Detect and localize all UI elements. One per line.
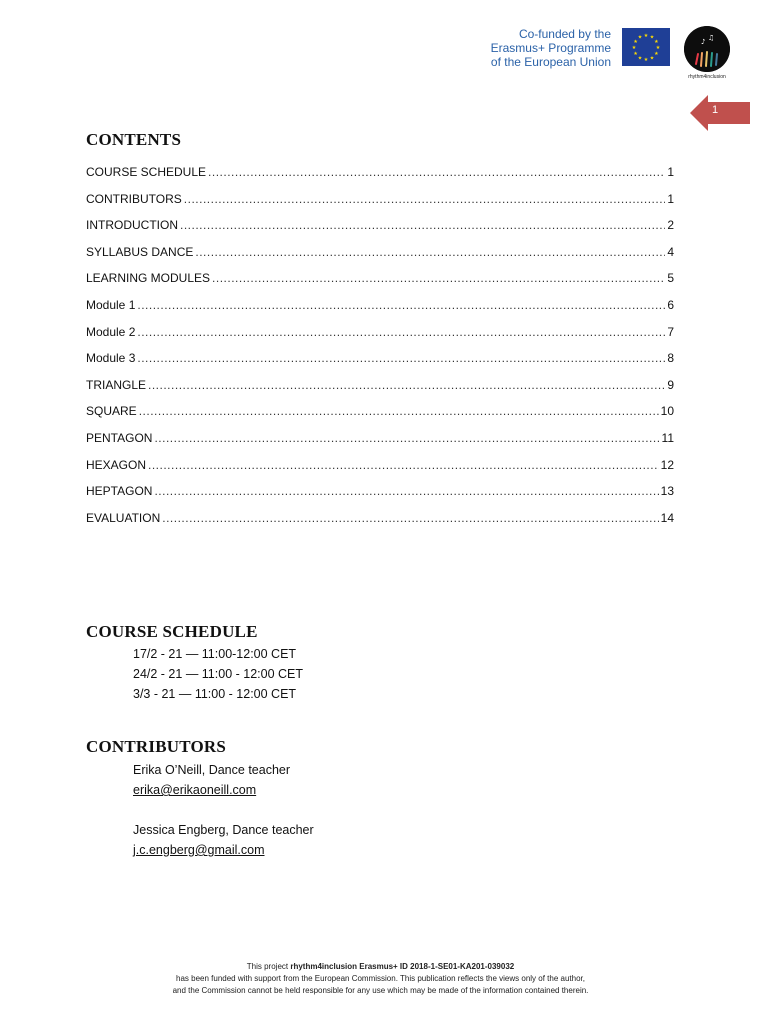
toc-dot-leader [184, 192, 666, 206]
toc-dot-leader [137, 325, 665, 339]
toc-entry-title: SQUARE [86, 404, 137, 419]
toc-entry-page: 10 [660, 404, 674, 419]
course-schedule-heading: COURSE SCHEDULE [86, 622, 258, 641]
svg-text:★: ★ [643, 57, 649, 63]
toc-entry-title: EVALUATION [86, 510, 161, 525]
toc-entry-title: PENTAGON [86, 430, 153, 445]
toc-dot-leader [148, 378, 665, 392]
toc-dot-leader [208, 165, 665, 179]
toc-entry-page: 9 [667, 377, 674, 392]
contributors-heading: CONTRIBUTORS [86, 737, 227, 756]
contributor-email-link[interactable]: erika@erikaoneill.com [133, 783, 257, 797]
footer-line-2: has been funded with support from the European Commission. This publication reflects the views only of the author, [176, 974, 585, 983]
toc-entry[interactable] [86, 165, 674, 192]
toc-entry[interactable] [86, 458, 674, 485]
toc-dot-leader [137, 351, 665, 365]
schedule-list [133, 644, 303, 704]
footer-prefix: This project [246, 962, 291, 971]
toc-entry-page: 14 [660, 510, 674, 525]
toc-entry-page: 8 [667, 351, 674, 366]
toc-entry-page: 11 [661, 430, 674, 445]
toc-entry-title: Module 1 [86, 297, 136, 312]
toc-entry-title: Module 3 [86, 351, 136, 366]
toc-dot-leader [148, 458, 659, 472]
svg-text:★: ★ [633, 39, 638, 45]
svg-text:♫: ♫ [708, 34, 715, 42]
toc-dot-leader [154, 431, 659, 445]
toc-entry-page: 13 [660, 484, 674, 499]
table-of-contents [86, 165, 674, 537]
toc-entry-page: 12 [660, 457, 674, 472]
toc-entry[interactable] [86, 404, 674, 431]
contributor-name: Jessica Engberg, Dance teacher [133, 823, 314, 837]
toc-entry[interactable] [86, 378, 674, 405]
contributor-name: Erika O’Neill, Dance teacher [133, 763, 291, 777]
toc-entry-page: 1 [667, 191, 674, 206]
toc-entry-title: Module 2 [86, 324, 136, 339]
toc-entry-title: TRIANGLE [86, 377, 147, 392]
eu-line-3: of the European Union [490, 55, 611, 69]
rhythm4inclusion-logo-icon [684, 26, 730, 72]
toc-entry[interactable] [86, 511, 674, 538]
toc-dot-leader [195, 245, 665, 259]
contents-heading: CONTENTS [86, 130, 182, 149]
toc-entry[interactable] [86, 431, 674, 458]
toc-entry[interactable] [86, 325, 674, 352]
toc-entry-title: CONTRIBUTORS [86, 191, 182, 206]
toc-entry[interactable] [86, 192, 674, 219]
schedule-session: 24/2 - 21 — 11:00 - 12:00 CET [133, 667, 304, 681]
svg-text:★: ★ [643, 33, 649, 39]
toc-entry-page: 1 [667, 165, 674, 179]
toc-entry[interactable] [86, 351, 674, 378]
svg-text:★: ★ [654, 51, 659, 57]
toc-dot-leader [162, 511, 658, 525]
svg-text:★: ★ [633, 51, 638, 57]
toc-dot-leader [139, 404, 659, 418]
footer-project-id: rhythm4inclusion Erasmus+ ID 2018-1-SE01-KA201-039032 [290, 962, 515, 971]
toc-dot-leader [137, 298, 665, 312]
svg-text:★: ★ [637, 55, 643, 62]
toc-entry-title: HEXAGON [86, 457, 147, 472]
toc-dot-leader [212, 271, 665, 285]
toc-entry-page: 7 [667, 324, 674, 339]
svg-text:★: ★ [654, 39, 659, 45]
eu-flag-icon [622, 28, 670, 66]
toc-entry-title: INTRODUCTION [86, 218, 178, 233]
eu-line-2: Erasmus+ Programme [490, 41, 611, 55]
logo-caption: rhythm4inclusion [688, 74, 726, 80]
funding-disclaimer-footer [0, 961, 761, 997]
toc-entry-title: COURSE SCHEDULE [86, 165, 207, 179]
contributor-email-link[interactable]: j.c.engberg@gmail.com [133, 843, 265, 857]
toc-entry-page: 2 [667, 218, 674, 233]
toc-entry[interactable] [86, 484, 674, 511]
toc-entry-title: SYLLABUS DANCE [86, 244, 194, 259]
footer-line-1 [0, 961, 761, 973]
footer-line-3: and the Commission cannot be held responsible for any use which may be made of the information contained therein. [172, 986, 589, 995]
toc-entry-title: HEPTAGON [86, 484, 153, 499]
toc-dot-leader [154, 484, 658, 498]
schedule-session: 3/3 - 21 — 11:00 - 12:00 CET [133, 687, 297, 701]
toc-entry-page: 6 [667, 297, 674, 312]
eu-funding-text [451, 27, 611, 69]
contributors-list [133, 760, 314, 860]
page-number: 1 [711, 104, 719, 116]
toc-entry-title: LEARNING MODULES [86, 271, 211, 286]
eu-line-1: Co-funded by the [518, 27, 611, 41]
svg-text:♪: ♪ [701, 38, 706, 46]
svg-text:★: ★ [637, 34, 643, 41]
toc-dot-leader [180, 218, 665, 232]
toc-entry[interactable] [86, 298, 674, 325]
svg-text:★: ★ [649, 55, 655, 62]
toc-entry-page: 4 [667, 244, 674, 259]
svg-text:★: ★ [649, 34, 655, 41]
toc-entry[interactable] [86, 245, 674, 272]
toc-entry-page: 5 [667, 271, 674, 286]
toc-entry[interactable] [86, 218, 674, 245]
svg-text:★: ★ [631, 45, 637, 51]
toc-entry[interactable] [86, 271, 674, 298]
schedule-session: 17/2 - 21 — 11:00-12:00 CET [133, 647, 297, 661]
svg-text:★: ★ [655, 45, 661, 51]
